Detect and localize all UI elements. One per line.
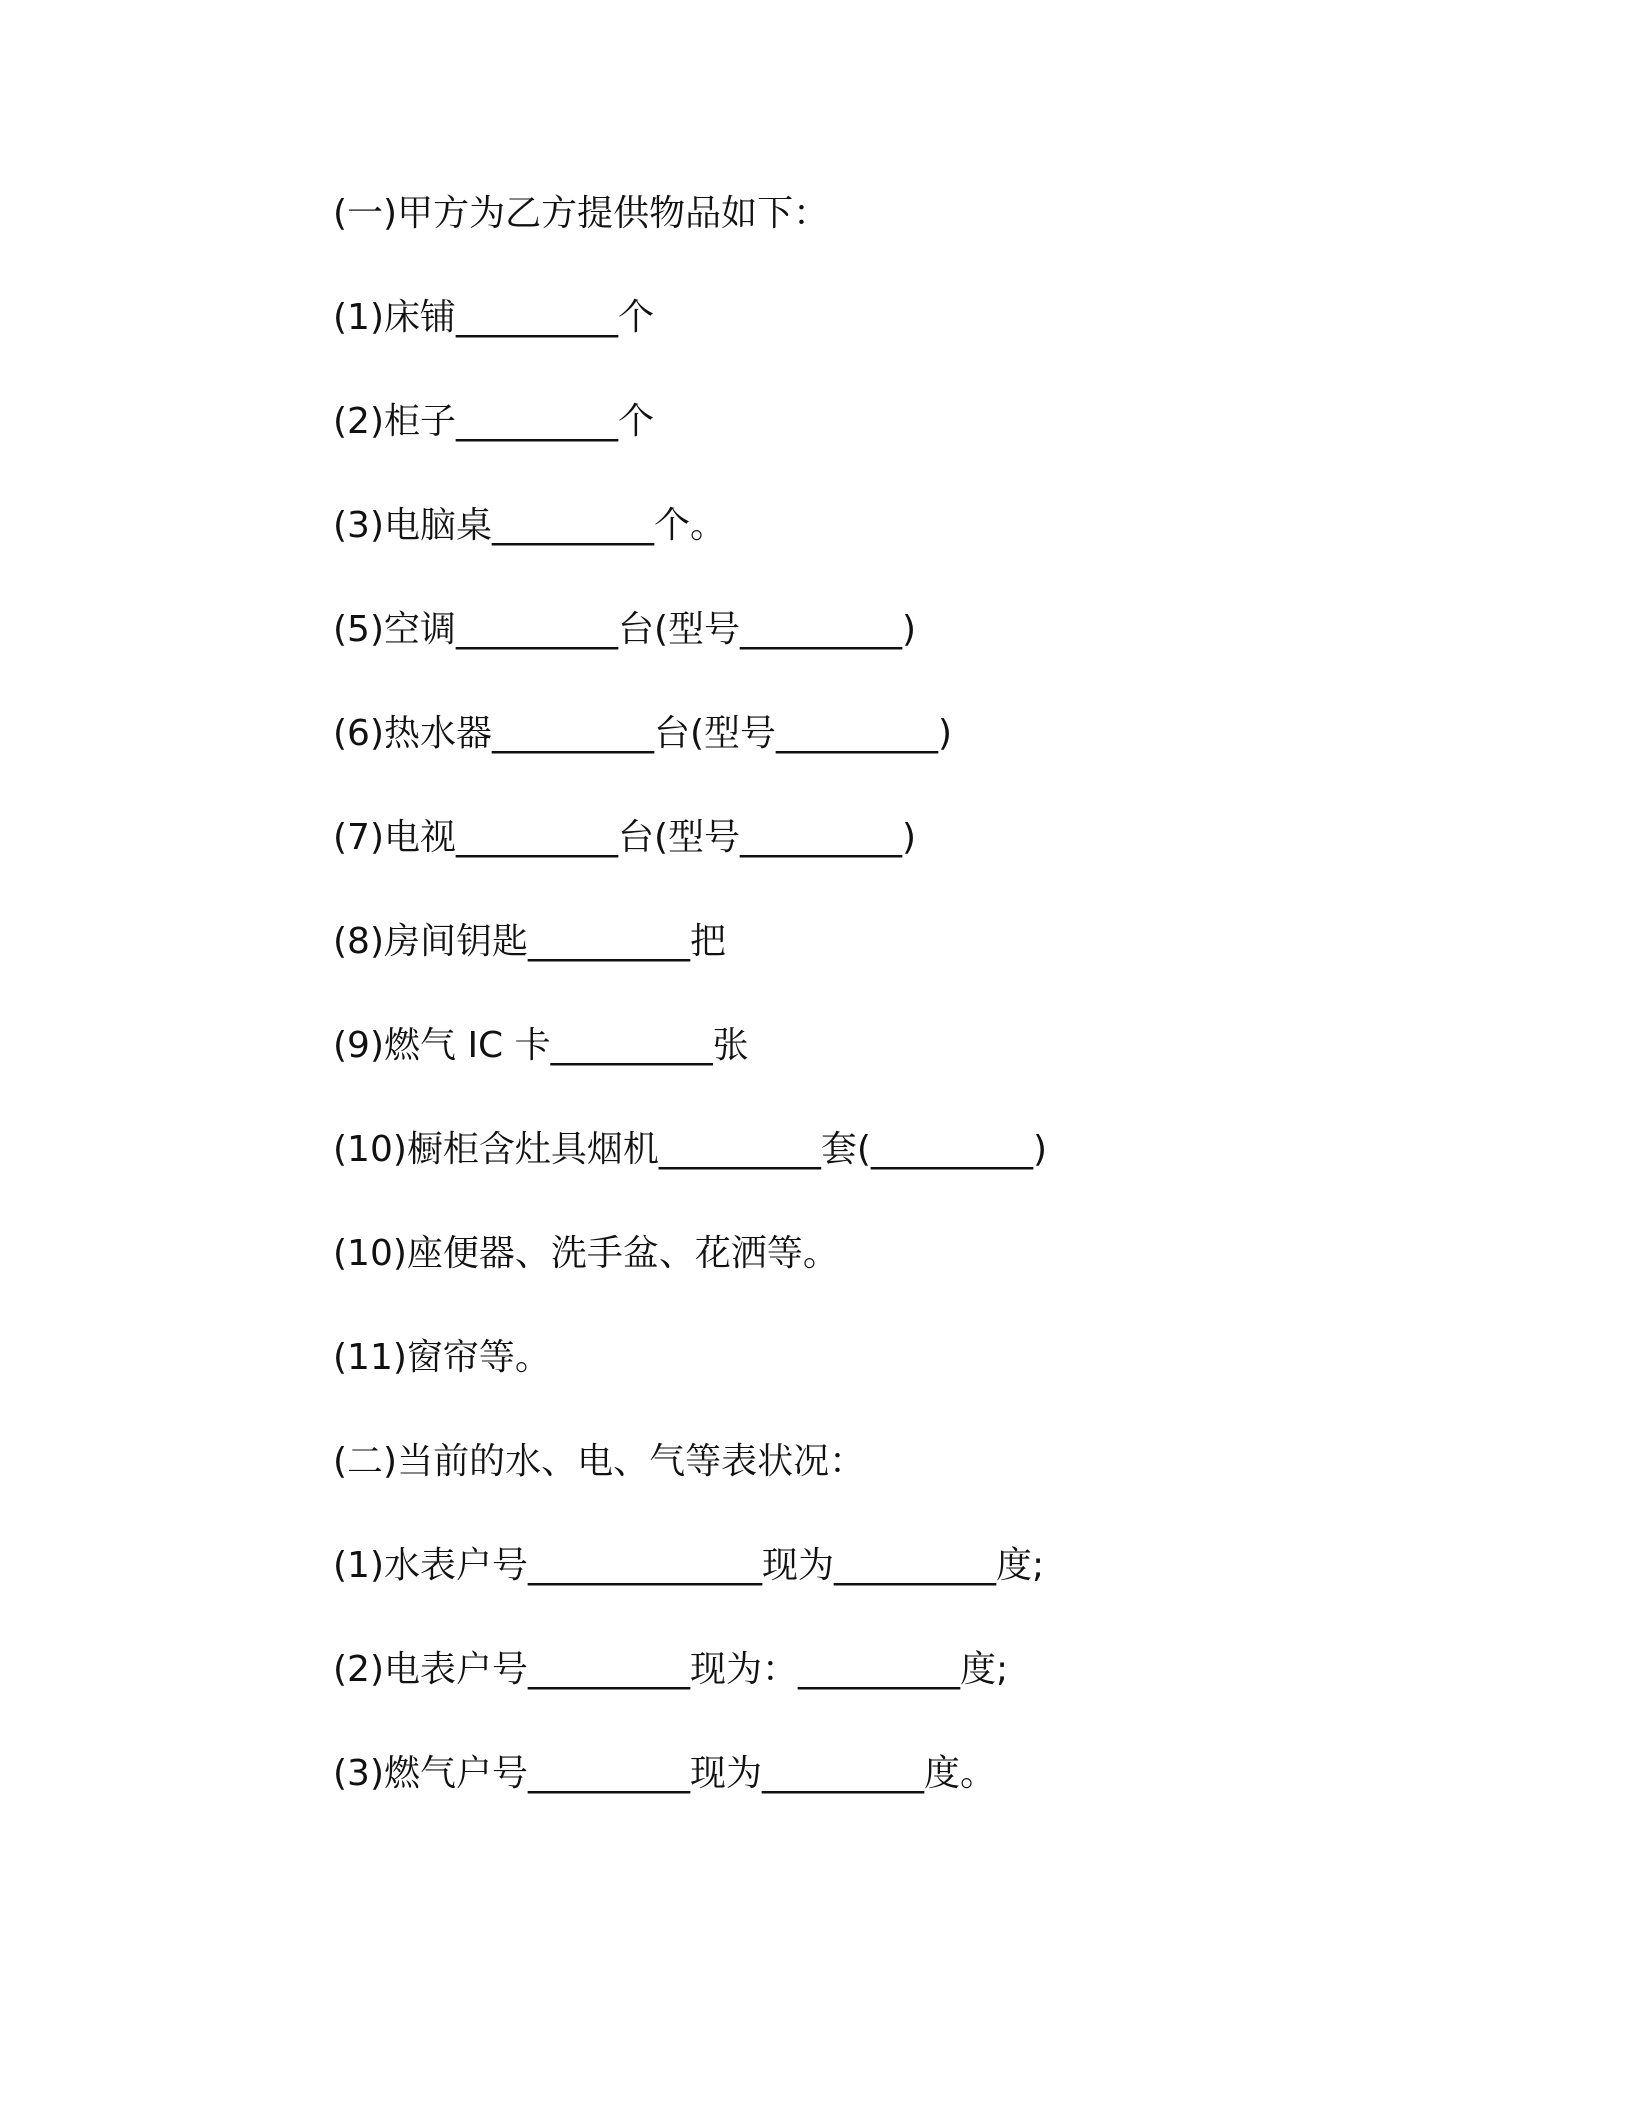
list-item: (5)空调_________台(型号_________) (333, 609, 917, 650)
list-item: (1)水表户号_____________现为_________度; (333, 1545, 1045, 1586)
list-item: (9)燃气 IC 卡_________张 (333, 1025, 749, 1066)
list-item: (2)电表户号_________现为：_________度; (333, 1649, 1009, 1690)
list-item: (3)燃气户号_________现为_________度。 (333, 1753, 996, 1794)
list-item: (6)热水器_________台(型号_________) (333, 713, 953, 754)
document-body (333, 188, 1513, 1852)
list-item: (1)床铺_________个 (333, 297, 654, 338)
list-item: (2)柜子_________个 (333, 401, 654, 442)
list-item: (3)电脑桌_________个。 (333, 505, 726, 546)
section-heading-items: (一)甲方为乙方提供物品如下： (333, 193, 830, 234)
list-item: (7)电视_________台(型号_________) (333, 817, 917, 858)
list-item: (10)座便器、洗手盆、花洒等。 (333, 1233, 839, 1274)
section-heading-meters: (二)当前的水、电、气等表状况： (333, 1441, 866, 1482)
list-item: (11)窗帘等。 (333, 1337, 551, 1378)
list-item: (8)房间钥匙_________把 (333, 921, 726, 962)
list-item: (10)橱柜含灶具烟机_________套(_________) (333, 1129, 1047, 1170)
